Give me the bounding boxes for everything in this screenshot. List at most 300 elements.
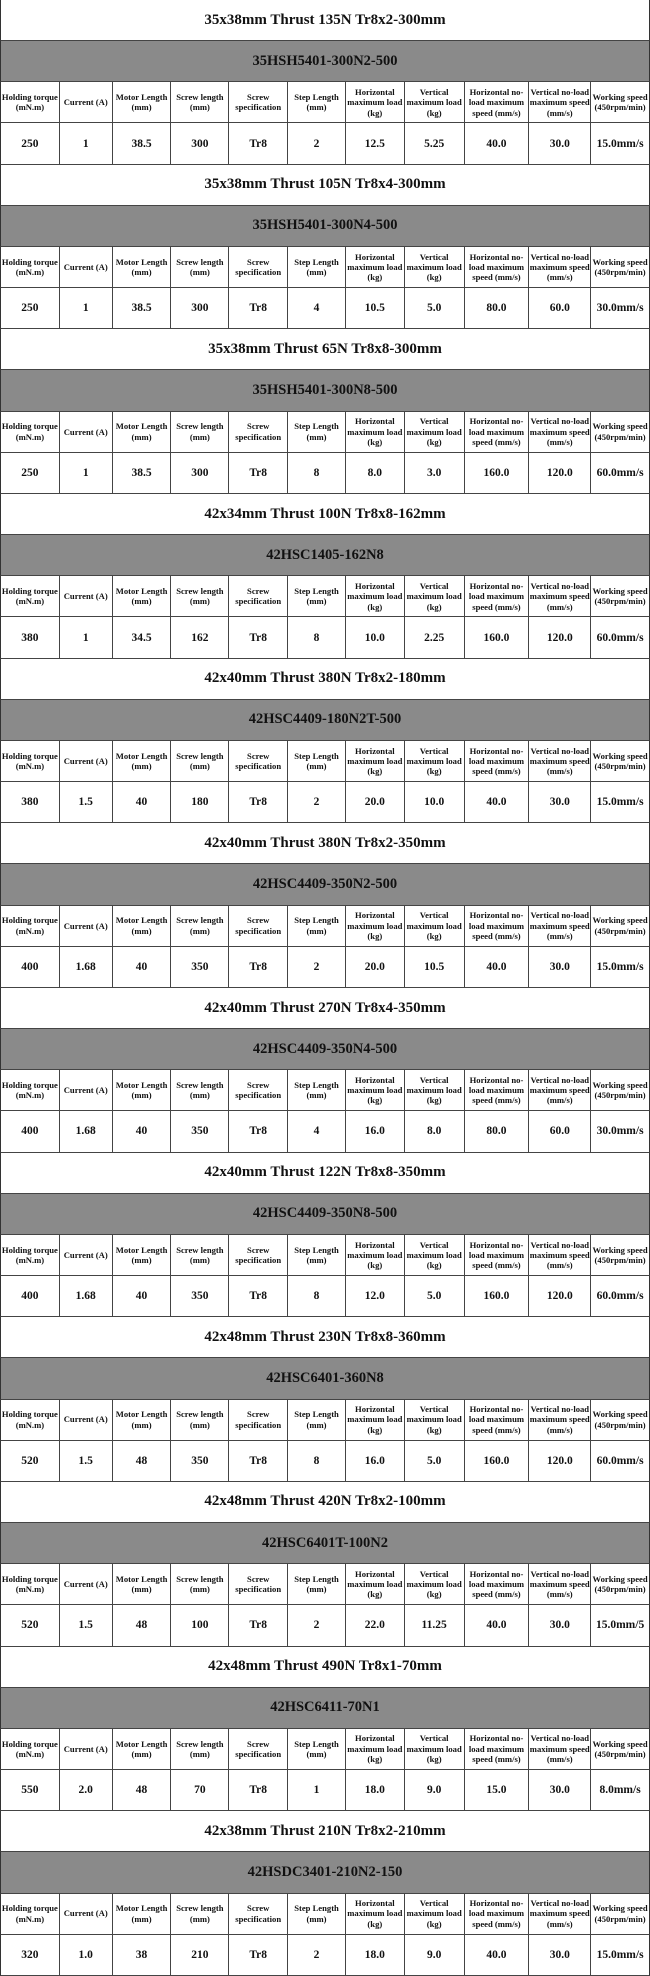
spec-header-row <box>0 741 650 782</box>
product-block <box>0 659 650 824</box>
value-screw-length: 350 <box>171 947 229 987</box>
header-vertical-noload-speed: Vertical no-load maximum speed (mm/s) <box>529 1400 591 1440</box>
product-title: 42x40mm Thrust 122N Tr8x8-350mm <box>0 1153 650 1194</box>
product-block <box>0 1482 650 1647</box>
value-screw-length: 300 <box>171 123 229 163</box>
value-horizontal-noload-speed: 80.0 <box>465 288 530 328</box>
header-horizontal-noload-speed: Horizontal no-load maximum speed (mm/s) <box>465 1400 530 1440</box>
value-motor-length: 40 <box>113 1276 172 1316</box>
header-vertical-max-load: Vertical maximum load (kg) <box>405 906 465 946</box>
header-working-speed: Working speed (450rpm/min) <box>592 1409 648 1430</box>
product-title: 35x38mm Thrust 105N Tr8x4-300mm <box>0 165 650 206</box>
value-current: 1 <box>60 123 113 163</box>
value-screw-length: 350 <box>171 1276 229 1316</box>
header-current: Current (A) <box>60 1400 113 1440</box>
header-working-speed: Working speed (450rpm/min) <box>592 1244 648 1265</box>
value-vertical-noload-speed: 30.0 <box>529 1935 591 1975</box>
spec-header-row <box>0 1235 650 1276</box>
value-motor-length: 34.5 <box>113 617 172 657</box>
header-screw-spec: Screw specification <box>229 1400 288 1440</box>
header-vertical-noload-speed: Vertical no-load maximum speed (mm/s) <box>529 1070 591 1110</box>
model-number: 42HSC1405-162N8 <box>0 535 650 576</box>
value-working-speed: 15.0mm/s <box>596 137 644 150</box>
header-vertical-noload-speed: Vertical no-load maximum speed (mm/s) <box>529 906 591 946</box>
spec-value-row <box>0 1770 650 1811</box>
value-horizontal-noload-speed: 80.0 <box>465 1111 530 1151</box>
value-vertical-max-load: 3.0 <box>405 453 465 493</box>
header-horizontal-noload-speed: Horizontal no-load maximum speed (mm/s) <box>465 1894 530 1934</box>
product-block <box>0 1317 650 1482</box>
value-current: 1 <box>60 288 113 328</box>
spec-value-row <box>0 123 650 164</box>
header-step-length: Step Length (mm) <box>288 576 346 616</box>
value-holding-torque: 380 <box>1 617 60 657</box>
value-horizontal-max-load: 20.0 <box>346 782 405 822</box>
value-working-speed: 60.0mm/s <box>596 631 644 644</box>
header-screw-spec: Screw specification <box>229 576 288 616</box>
value-vertical-noload-speed: 30.0 <box>529 947 591 987</box>
header-screw-spec: Screw specification <box>229 1729 288 1769</box>
header-step-length: Step Length (mm) <box>288 906 346 946</box>
header-current: Current (A) <box>60 906 113 946</box>
value-holding-torque: 380 <box>1 782 60 822</box>
header-motor-length: Motor Length (mm) <box>113 1564 172 1604</box>
spec-header-row <box>0 906 650 947</box>
value-screw-spec: Tr8 <box>229 123 288 163</box>
header-vertical-max-load: Vertical maximum load (kg) <box>405 1070 465 1110</box>
value-step-length: 2 <box>288 947 346 987</box>
header-screw-length: Screw length (mm) <box>171 247 229 287</box>
header-motor-length: Motor Length (mm) <box>113 1729 172 1769</box>
header-holding-torque: Holding torque (mN.m) <box>1 1729 60 1769</box>
value-motor-length: 40 <box>113 1111 172 1151</box>
value-screw-spec: Tr8 <box>229 288 288 328</box>
header-holding-torque: Holding torque (mN.m) <box>1 741 60 781</box>
spec-header-row <box>0 82 650 123</box>
value-vertical-max-load: 11.25 <box>405 1605 465 1645</box>
header-current: Current (A) <box>60 576 113 616</box>
header-horizontal-max-load: Horizontal maximum load (kg) <box>346 741 405 781</box>
header-horizontal-noload-speed: Horizontal no-load maximum speed (mm/s) <box>465 247 530 287</box>
model-number: 42HSC4409-350N4-500 <box>0 1029 650 1070</box>
header-working-speed: Working speed (450rpm/min) <box>592 1903 648 1924</box>
header-horizontal-max-load: Horizontal maximum load (kg) <box>346 906 405 946</box>
value-holding-torque: 550 <box>1 1770 60 1810</box>
value-vertical-noload-speed: 60.0 <box>529 1111 591 1151</box>
spec-header-row <box>0 1894 650 1935</box>
header-horizontal-max-load: Horizontal maximum load (kg) <box>346 247 405 287</box>
value-vertical-max-load: 9.0 <box>405 1935 465 1975</box>
value-horizontal-max-load: 12.0 <box>346 1276 405 1316</box>
value-screw-spec: Tr8 <box>229 782 288 822</box>
value-vertical-max-load: 2.25 <box>405 617 465 657</box>
value-holding-torque: 250 <box>1 453 60 493</box>
product-block <box>0 1647 650 1812</box>
value-screw-spec: Tr8 <box>229 1276 288 1316</box>
header-holding-torque: Holding torque (mN.m) <box>1 1070 60 1110</box>
value-holding-torque: 250 <box>1 123 60 163</box>
value-holding-torque: 520 <box>1 1441 60 1481</box>
header-working-speed: Working speed (450rpm/min) <box>592 1573 648 1595</box>
value-horizontal-max-load: 10.5 <box>346 288 405 328</box>
value-motor-length: 38.5 <box>113 453 172 493</box>
value-holding-torque: 400 <box>1 1276 60 1316</box>
header-motor-length: Motor Length (mm) <box>113 1235 172 1275</box>
header-current: Current (A) <box>60 412 113 452</box>
header-horizontal-noload-speed: Horizontal no-load maximum speed (mm/s) <box>465 1070 530 1110</box>
value-vertical-max-load: 5.0 <box>405 1276 465 1316</box>
value-vertical-max-load: 5.0 <box>405 288 465 328</box>
header-step-length: Step Length (mm) <box>288 741 346 781</box>
header-vertical-noload-speed: Vertical no-load maximum speed (mm/s) <box>529 741 591 781</box>
header-step-length: Step Length (mm) <box>288 1070 346 1110</box>
product-title: 42x34mm Thrust 100N Tr8x8-162mm <box>0 494 650 535</box>
header-screw-spec: Screw specification <box>229 906 288 946</box>
value-current: 1 <box>60 453 113 493</box>
header-horizontal-noload-speed: Horizontal no-load maximum speed (mm/s) <box>465 1235 530 1275</box>
value-vertical-noload-speed: 30.0 <box>529 1605 591 1645</box>
value-vertical-noload-speed: 120.0 <box>529 617 591 657</box>
spec-value-row <box>0 288 650 329</box>
value-vertical-max-load: 10.5 <box>405 947 465 987</box>
value-motor-length: 40 <box>113 782 172 822</box>
value-motor-length: 48 <box>113 1605 172 1645</box>
value-current: 1.0 <box>60 1935 113 1975</box>
value-vertical-max-load: 5.0 <box>405 1441 465 1481</box>
header-horizontal-max-load: Horizontal maximum load (kg) <box>346 412 405 452</box>
value-step-length: 2 <box>288 123 346 163</box>
header-step-length: Step Length (mm) <box>288 1729 346 1769</box>
header-holding-torque: Holding torque (mN.m) <box>1 1400 60 1440</box>
model-number: 35HSH5401-300N2-500 <box>0 41 650 82</box>
header-holding-torque: Holding torque (mN.m) <box>1 82 60 122</box>
header-motor-length: Motor Length (mm) <box>113 1894 172 1934</box>
header-vertical-max-load: Vertical maximum load (kg) <box>405 82 465 122</box>
product-title: 42x40mm Thrust 270N Tr8x4-350mm <box>0 988 650 1029</box>
header-vertical-max-load: Vertical maximum load (kg) <box>405 1235 465 1275</box>
value-vertical-noload-speed: 60.0 <box>529 288 591 328</box>
product-block <box>0 329 650 494</box>
value-horizontal-noload-speed: 40.0 <box>465 1605 530 1645</box>
header-step-length: Step Length (mm) <box>288 1894 346 1934</box>
value-holding-torque: 400 <box>1 1111 60 1151</box>
product-block <box>0 988 650 1153</box>
header-working-speed: Working speed (450rpm/min) <box>592 1080 648 1101</box>
value-step-length: 8 <box>288 1276 346 1316</box>
header-motor-length: Motor Length (mm) <box>113 906 172 946</box>
value-step-length: 8 <box>288 453 346 493</box>
value-vertical-max-load: 9.0 <box>405 1770 465 1810</box>
spec-value-row <box>0 453 650 494</box>
spec-header-row <box>0 1564 650 1605</box>
header-step-length: Step Length (mm) <box>288 1400 346 1440</box>
value-vertical-max-load: 10.0 <box>405 782 465 822</box>
header-screw-length: Screw length (mm) <box>171 1729 229 1769</box>
value-horizontal-noload-speed: 40.0 <box>465 947 530 987</box>
spec-header-row <box>0 576 650 617</box>
header-motor-length: Motor Length (mm) <box>113 576 172 616</box>
value-vertical-noload-speed: 30.0 <box>529 782 591 822</box>
header-horizontal-noload-speed: Horizontal no-load maximum speed (mm/s) <box>465 412 530 452</box>
header-motor-length: Motor Length (mm) <box>113 741 172 781</box>
header-motor-length: Motor Length (mm) <box>113 1400 172 1440</box>
header-horizontal-max-load: Horizontal maximum load (kg) <box>346 1400 405 1440</box>
value-holding-torque: 520 <box>1 1605 60 1645</box>
header-holding-torque: Holding torque (mN.m) <box>1 1235 60 1275</box>
value-holding-torque: 400 <box>1 947 60 987</box>
value-step-length: 8 <box>288 617 346 657</box>
spec-value-row <box>0 617 650 658</box>
header-vertical-max-load: Vertical maximum load (kg) <box>405 1729 465 1769</box>
value-screw-length: 70 <box>171 1770 229 1810</box>
spec-value-row <box>0 1935 650 1976</box>
header-holding-torque: Holding torque (mN.m) <box>1 576 60 616</box>
value-working-speed: 60.0mm/s <box>596 1290 644 1303</box>
value-screw-length: 300 <box>171 288 229 328</box>
header-vertical-noload-speed: Vertical no-load maximum speed (mm/s) <box>529 247 591 287</box>
header-screw-length: Screw length (mm) <box>171 1400 229 1440</box>
value-current: 1 <box>60 617 113 657</box>
value-screw-length: 180 <box>171 782 229 822</box>
value-working-speed: 15.0mm/s <box>596 1948 644 1961</box>
product-block <box>0 165 650 330</box>
value-horizontal-max-load: 8.0 <box>346 453 405 493</box>
value-horizontal-noload-speed: 160.0 <box>465 1276 530 1316</box>
header-screw-length: Screw length (mm) <box>171 1235 229 1275</box>
header-screw-spec: Screw specification <box>229 412 288 452</box>
header-motor-length: Motor Length (mm) <box>113 82 172 122</box>
header-working-speed: Working speed (450rpm/min) <box>592 915 648 936</box>
header-screw-spec: Screw specification <box>229 82 288 122</box>
value-working-speed: 60.0mm/s <box>596 466 644 479</box>
header-vertical-max-load: Vertical maximum load (kg) <box>405 741 465 781</box>
value-horizontal-max-load: 10.0 <box>346 617 405 657</box>
value-step-length: 8 <box>288 1441 346 1481</box>
value-screw-spec: Tr8 <box>229 617 288 657</box>
value-horizontal-noload-speed: 160.0 <box>465 617 530 657</box>
spec-value-row <box>0 1276 650 1317</box>
value-horizontal-noload-speed: 40.0 <box>465 782 530 822</box>
header-screw-spec: Screw specification <box>229 1894 288 1934</box>
header-holding-torque: Holding torque (mN.m) <box>1 1894 60 1934</box>
value-horizontal-max-load: 18.0 <box>346 1935 405 1975</box>
header-vertical-max-load: Vertical maximum load (kg) <box>405 247 465 287</box>
value-horizontal-noload-speed: 160.0 <box>465 453 530 493</box>
header-screw-length: Screw length (mm) <box>171 1564 229 1604</box>
value-current: 1.68 <box>60 947 113 987</box>
value-current: 1.68 <box>60 1111 113 1151</box>
value-horizontal-noload-speed: 160.0 <box>465 1441 530 1481</box>
header-vertical-noload-speed: Vertical no-load maximum speed (mm/s) <box>529 412 591 452</box>
value-horizontal-noload-speed: 15.0 <box>465 1770 530 1810</box>
spec-header-row <box>0 1729 650 1770</box>
header-current: Current (A) <box>60 1564 113 1604</box>
header-holding-torque: Holding torque (mN.m) <box>1 1564 60 1604</box>
header-screw-spec: Screw specification <box>229 1564 288 1604</box>
header-vertical-max-load: Vertical maximum load (kg) <box>405 576 465 616</box>
header-horizontal-max-load: Horizontal maximum load (kg) <box>346 1235 405 1275</box>
header-holding-torque: Holding torque (mN.m) <box>1 247 60 287</box>
header-working-speed: Working speed (450rpm/min) <box>592 256 648 278</box>
value-screw-spec: Tr8 <box>229 453 288 493</box>
value-working-speed: 8.0mm/s <box>599 1784 641 1797</box>
value-motor-length: 40 <box>113 947 172 987</box>
value-horizontal-noload-speed: 40.0 <box>465 1935 530 1975</box>
header-step-length: Step Length (mm) <box>288 82 346 122</box>
header-screw-length: Screw length (mm) <box>171 906 229 946</box>
value-screw-length: 162 <box>171 617 229 657</box>
model-number: 35HSH5401-300N4-500 <box>0 206 650 247</box>
header-motor-length: Motor Length (mm) <box>113 247 172 287</box>
header-vertical-max-load: Vertical maximum load (kg) <box>405 412 465 452</box>
model-number: 42HSC4409-350N8-500 <box>0 1194 650 1235</box>
header-horizontal-max-load: Horizontal maximum load (kg) <box>346 1729 405 1769</box>
value-motor-length: 38 <box>113 1935 172 1975</box>
spec-header-row <box>0 247 650 288</box>
value-vertical-noload-speed: 30.0 <box>529 123 591 163</box>
header-screw-spec: Screw specification <box>229 1235 288 1275</box>
header-horizontal-max-load: Horizontal maximum load (kg) <box>346 1070 405 1110</box>
header-horizontal-max-load: Horizontal maximum load (kg) <box>346 576 405 616</box>
value-horizontal-max-load: 16.0 <box>346 1441 405 1481</box>
value-screw-length: 350 <box>171 1111 229 1151</box>
value-holding-torque: 250 <box>1 288 60 328</box>
value-holding-torque: 320 <box>1 1935 60 1975</box>
value-horizontal-max-load: 16.0 <box>346 1111 405 1151</box>
header-screw-length: Screw length (mm) <box>171 412 229 452</box>
value-screw-spec: Tr8 <box>229 1605 288 1645</box>
product-title: 42x48mm Thrust 230N Tr8x8-360mm <box>0 1317 650 1358</box>
value-horizontal-max-load: 12.5 <box>346 123 405 163</box>
header-vertical-noload-speed: Vertical no-load maximum speed (mm/s) <box>529 1894 591 1934</box>
header-step-length: Step Length (mm) <box>288 412 346 452</box>
value-vertical-max-load: 8.0 <box>405 1111 465 1151</box>
header-screw-length: Screw length (mm) <box>171 741 229 781</box>
value-current: 1.68 <box>60 1276 113 1316</box>
value-working-speed: 30.0mm/s <box>596 302 644 315</box>
value-current: 1.5 <box>60 1441 113 1481</box>
value-horizontal-noload-speed: 40.0 <box>465 123 530 163</box>
header-screw-length: Screw length (mm) <box>171 576 229 616</box>
value-motor-length: 38.5 <box>113 288 172 328</box>
product-title: 35x38mm Thrust 65N Tr8x8-300mm <box>0 329 650 370</box>
product-title: 35x38mm Thrust 135N Tr8x2-300mm <box>0 0 650 41</box>
model-number: 35HSH5401-300N8-500 <box>0 370 650 411</box>
header-vertical-noload-speed: Vertical no-load maximum speed (mm/s) <box>529 1235 591 1275</box>
product-title: 42x48mm Thrust 420N Tr8x2-100mm <box>0 1482 650 1523</box>
value-vertical-noload-speed: 120.0 <box>529 1441 591 1481</box>
header-vertical-max-load: Vertical maximum load (kg) <box>405 1400 465 1440</box>
value-vertical-noload-speed: 120.0 <box>529 1276 591 1316</box>
product-block <box>0 1153 650 1318</box>
header-horizontal-max-load: Horizontal maximum load (kg) <box>346 82 405 122</box>
model-number: 42HSC4409-180N2T-500 <box>0 700 650 741</box>
header-working-speed: Working speed (450rpm/min) <box>592 1738 648 1759</box>
product-title: 42x48mm Thrust 490N Tr8x1-70mm <box>0 1647 650 1688</box>
value-vertical-max-load: 5.25 <box>405 123 465 163</box>
value-screw-spec: Tr8 <box>229 1770 288 1810</box>
model-number: 42HSC6401-360N8 <box>0 1358 650 1399</box>
header-working-speed: Working speed (450rpm/min) <box>592 92 648 113</box>
value-vertical-noload-speed: 30.0 <box>529 1770 591 1810</box>
header-holding-torque: Holding torque (mN.m) <box>1 412 60 452</box>
header-horizontal-max-load: Horizontal maximum load (kg) <box>346 1894 405 1934</box>
product-title: 42x38mm Thrust 210N Tr8x2-210mm <box>0 1811 650 1852</box>
product-block <box>0 823 650 988</box>
header-horizontal-noload-speed: Horizontal no-load maximum speed (mm/s) <box>465 82 530 122</box>
value-working-speed: 15.0mm/s <box>596 796 644 809</box>
value-working-speed: 30.0mm/s <box>596 1125 644 1138</box>
value-step-length: 1 <box>288 1770 346 1810</box>
value-horizontal-max-load: 20.0 <box>346 947 405 987</box>
header-working-speed: Working speed (450rpm/min) <box>592 421 648 442</box>
value-motor-length: 48 <box>113 1441 172 1481</box>
value-motor-length: 38.5 <box>113 123 172 163</box>
header-holding-torque: Holding torque (mN.m) <box>1 906 60 946</box>
header-current: Current (A) <box>60 1729 113 1769</box>
value-current: 1.5 <box>60 1605 113 1645</box>
value-screw-length: 210 <box>171 1935 229 1975</box>
value-step-length: 2 <box>288 782 346 822</box>
header-horizontal-noload-speed: Horizontal no-load maximum speed (mm/s) <box>465 741 530 781</box>
header-horizontal-noload-speed: Horizontal no-load maximum speed (mm/s) <box>465 576 530 616</box>
header-step-length: Step Length (mm) <box>288 247 346 287</box>
model-number: 42HSDC3401-210N2-150 <box>0 1852 650 1893</box>
header-current: Current (A) <box>60 1894 113 1934</box>
value-current: 2.0 <box>60 1770 113 1810</box>
header-vertical-max-load: Vertical maximum load (kg) <box>405 1564 465 1604</box>
header-screw-spec: Screw specification <box>229 741 288 781</box>
header-vertical-noload-speed: Vertical no-load maximum speed (mm/s) <box>529 576 591 616</box>
value-horizontal-max-load: 18.0 <box>346 1770 405 1810</box>
spec-value-row <box>0 1441 650 1482</box>
header-screw-spec: Screw specification <box>229 1070 288 1110</box>
spec-value-row <box>0 947 650 988</box>
model-number: 42HSC4409-350N2-500 <box>0 864 650 905</box>
value-step-length: 4 <box>288 1111 346 1151</box>
spec-value-row <box>0 1111 650 1152</box>
product-block <box>0 1811 650 1976</box>
value-working-speed: 15.0mm/s <box>596 960 644 973</box>
product-title: 42x40mm Thrust 380N Tr8x2-180mm <box>0 659 650 700</box>
value-current: 1.5 <box>60 782 113 822</box>
spec-header-row <box>0 1070 650 1111</box>
header-current: Current (A) <box>60 741 113 781</box>
header-step-length: Step Length (mm) <box>288 1235 346 1275</box>
header-screw-length: Screw length (mm) <box>171 1070 229 1110</box>
header-vertical-noload-speed: Vertical no-load maximum speed (mm/s) <box>529 1729 591 1769</box>
value-horizontal-max-load: 22.0 <box>346 1605 405 1645</box>
header-horizontal-noload-speed: Horizontal no-load maximum speed (mm/s) <box>465 1729 530 1769</box>
spec-header-row <box>0 412 650 453</box>
header-horizontal-noload-speed: Horizontal no-load maximum speed (mm/s) <box>465 1564 530 1604</box>
value-step-length: 2 <box>288 1935 346 1975</box>
product-block <box>0 0 650 165</box>
value-screw-length: 300 <box>171 453 229 493</box>
value-screw-spec: Tr8 <box>229 1111 288 1151</box>
header-horizontal-max-load: Horizontal maximum load (kg) <box>346 1564 405 1604</box>
spec-value-row <box>0 1605 650 1646</box>
product-block <box>0 494 650 659</box>
spec-header-row <box>0 1400 650 1441</box>
spec-value-row <box>0 782 650 823</box>
header-vertical-max-load: Vertical maximum load (kg) <box>405 1894 465 1934</box>
value-screw-spec: Tr8 <box>229 1441 288 1481</box>
value-screw-spec: Tr8 <box>229 1935 288 1975</box>
value-working-speed: 60.0mm/s <box>596 1454 644 1467</box>
value-screw-length: 100 <box>171 1605 229 1645</box>
model-number: 42HSC6401T-100N2 <box>0 1523 650 1564</box>
